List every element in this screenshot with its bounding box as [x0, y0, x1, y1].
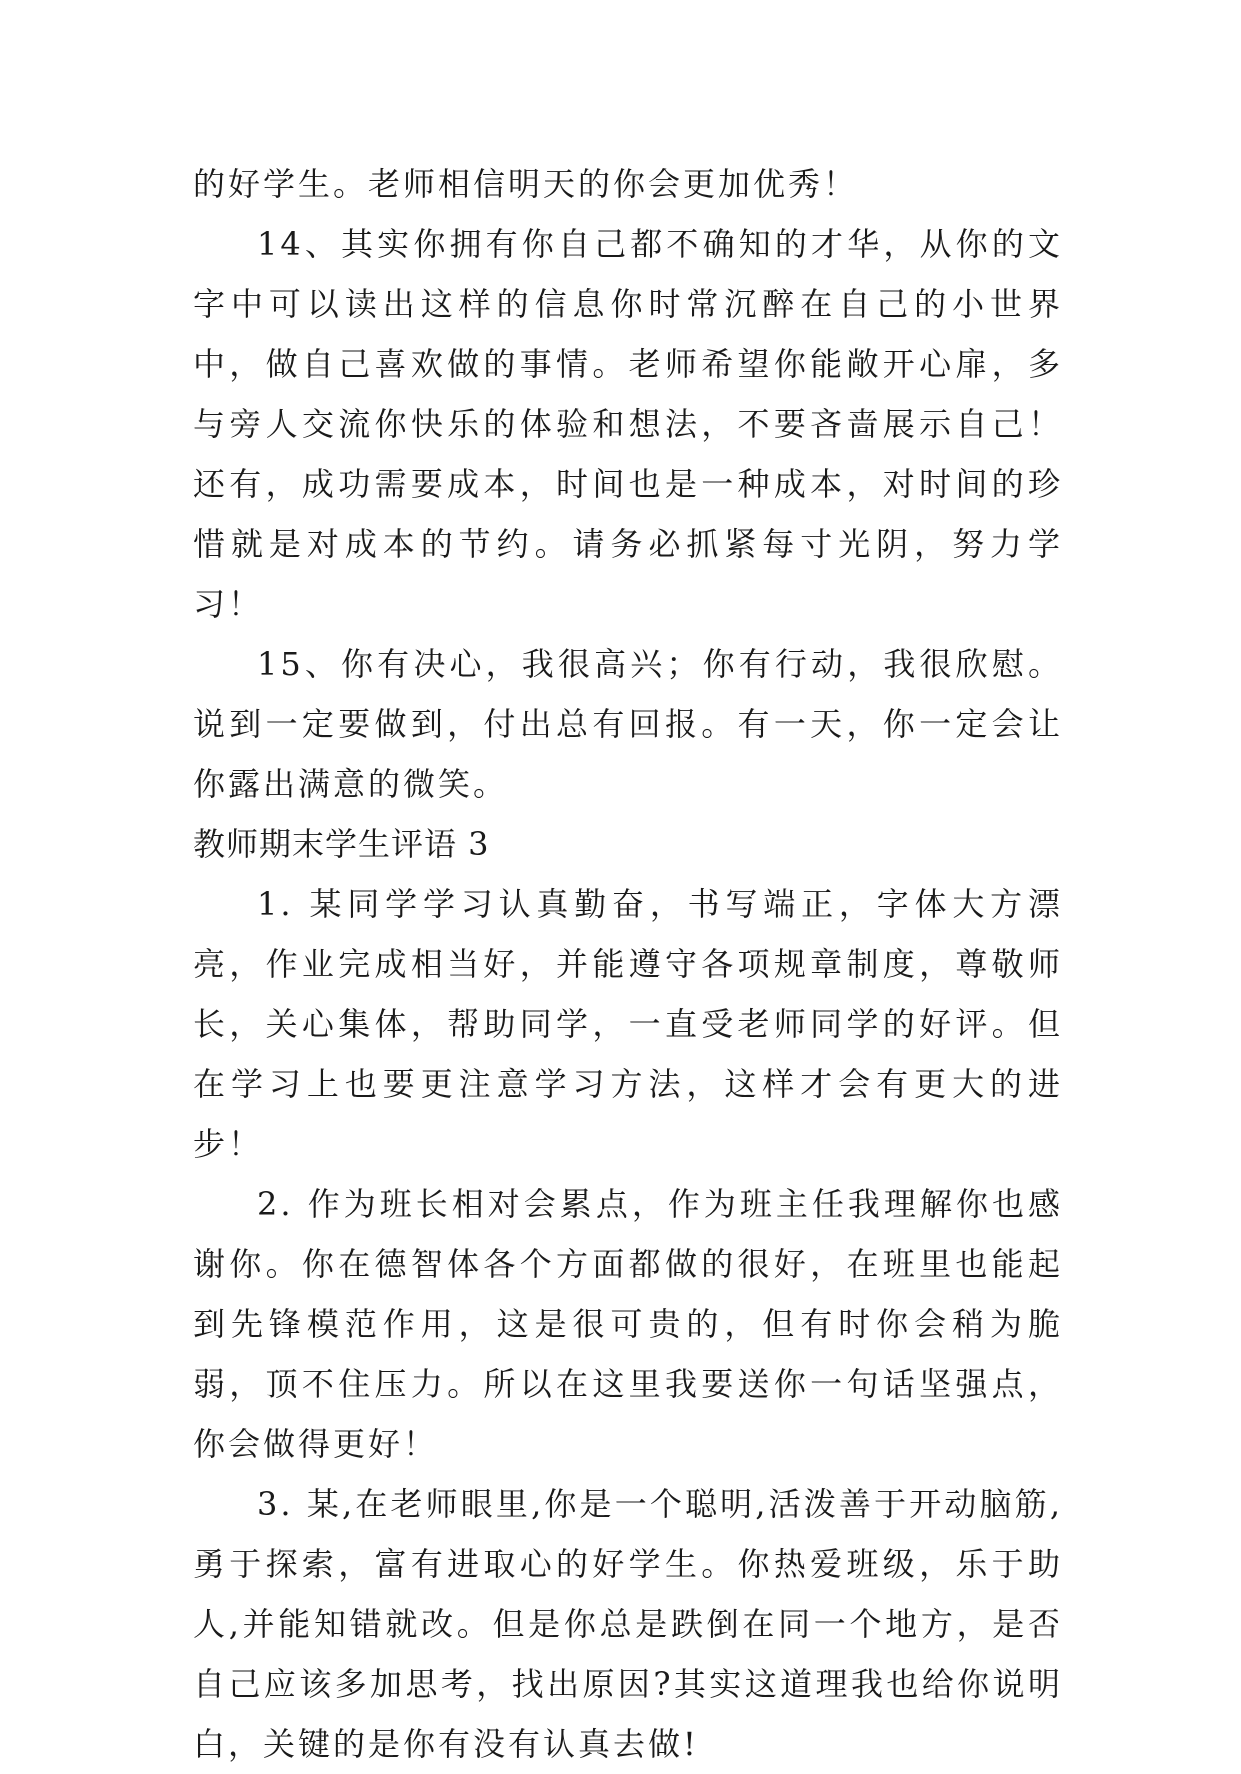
paragraph-section-item-3: 3. 某,在老师眼里,你是一个聪明,活泼善于开动脑筋,勇于探索，富有进取心的好学生。你热爱班级，乐于助人,并能知错就改。但是你总是跌倒在同一个地方，是否自己应该多加思考，找出原因?其实这道理我也给你说明白，关键的是你有没有认真去做!	[193, 1485, 1063, 1763]
section-heading: 教师期末学生评语 3	[193, 825, 490, 863]
paragraph-section-item-1: 1. 某同学学习认真勤奋，书写端正，字体大方漂亮，作业完成相当好，并能遵守各项规章制度，尊敬师长，关心集体，帮助同学，一直受老师同学的好评。但在学习上也要更注意学习方法，这样才会有更大的进步！	[193, 885, 1063, 1163]
paragraph-comment-15: 15、你有决心，我很高兴；你有行动，我很欣慰。说到一定要做到，付出总有回报。有一天，你一定会让你露出满意的微笑。	[193, 645, 1063, 803]
document-body	[193, 154, 1063, 1774]
paragraph-section-item-2: 2. 作为班长相对会累点，作为班主任我理解你也感谢你。你在德智体各个方面都做的很好，在班里也能起到先锋模范作用，这是很可贵的，但有时你会稍为脆弱，顶不住压力。所以在这里我要送你一句话坚强点，你会做得更好！	[193, 1185, 1063, 1463]
paragraph-continuation: 的好学生。老师相信明天的你会更加优秀！	[193, 165, 859, 203]
paragraph-comment-14: 14、其实你拥有你自己都不确知的才华，从你的文字中可以读出这样的信息你时常沉醉在自己的小世界中，做自己喜欢做的事情。老师希望你能敞开心扉，多与旁人交流你快乐的体验和想法，不要吝啬展示自己！还有，成功需要成本，时间也是一种成本，对时间的珍惜就是对成本的节约。请务必抓紧每寸光阴，努力学习！	[193, 225, 1063, 623]
